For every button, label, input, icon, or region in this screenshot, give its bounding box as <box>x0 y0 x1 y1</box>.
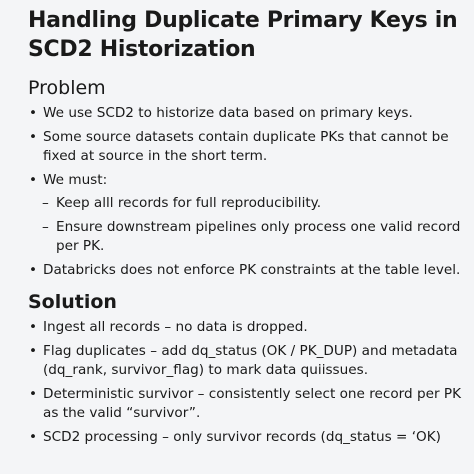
list-item: • Deterministic survivor – consistently select one record per PK as the valid “survivor”. <box>28 385 468 424</box>
solution-list <box>28 318 468 447</box>
list-item: • Databricks does not enforce PK constraints at the table level. <box>28 261 468 281</box>
document-title: Handling Duplicate Primary Keys in SCD2 Historization <box>28 8 458 62</box>
problem-list <box>28 104 468 280</box>
sub-list-item: – Ensure downstream pipelines only process one valid record per PK. <box>28 218 468 257</box>
list-item: • Ingest all records – no data is dropped. <box>28 318 468 338</box>
list-item: • Some source datasets contain duplicate PKs that cannot be fixed at source in the short term. <box>28 128 468 167</box>
sub-list-item: – Keep alll records for full reproducibility. <box>28 194 468 214</box>
list-item: • We use SCD2 to historize data based on primary keys. <box>28 104 468 124</box>
list-item: • We must: <box>28 171 468 191</box>
problem-heading: Problem <box>28 77 106 99</box>
solution-heading: Solution <box>28 291 117 313</box>
list-item: • SCD2 processing – only survivor records (dq_status = ‘OK) <box>28 428 468 448</box>
list-item: • Flag duplicates – add dq_status (OK / PK_DUP) and metadata (dq_rank, survivor_flag) to mark data quiissues. <box>28 342 468 381</box>
